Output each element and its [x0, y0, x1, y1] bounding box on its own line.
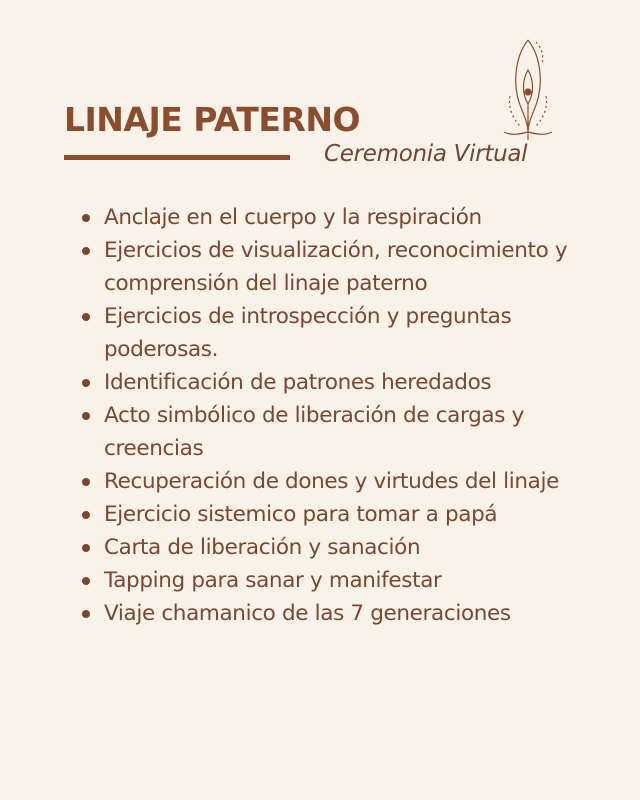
list-item — [82, 564, 602, 597]
feature-list — [82, 201, 602, 630]
title-underline — [64, 155, 290, 160]
list-item-text: Viaje chamanico de las 7 generaciones — [104, 601, 511, 626]
list-item — [82, 597, 602, 630]
list-item — [82, 465, 602, 498]
list-item — [82, 399, 602, 465]
list-item — [82, 498, 602, 531]
bullet-icon — [82, 412, 90, 420]
page-title: LINAJE PATERNO — [64, 100, 361, 139]
bullet-icon — [82, 313, 90, 321]
list-item — [82, 366, 602, 399]
bullet-icon — [82, 511, 90, 519]
bullet-icon — [82, 577, 90, 585]
list-item-text: Carta de liberación y sanación — [104, 535, 421, 560]
bullet-icon — [82, 544, 90, 552]
list-item — [82, 300, 602, 366]
list-item-text: Tapping para sanar y manifestar — [104, 568, 442, 593]
list-item-text: Identificación de patrones heredados — [104, 370, 492, 395]
bullet-icon — [82, 247, 90, 255]
list-item — [82, 531, 602, 564]
bullet-icon — [82, 379, 90, 387]
list-item-text: Recuperación de dones y virtudes del linaje — [104, 469, 559, 494]
list-item — [82, 201, 602, 234]
list-item-text: Ejercicio sistemico para tomar a papá — [104, 502, 498, 527]
list-item-text: Ejercicios de introspección y preguntas poderosas. — [104, 304, 512, 362]
bullet-icon — [82, 478, 90, 486]
page-subtitle: Ceremonia Virtual — [324, 141, 528, 167]
list-item-text: Acto simbólico de liberación de cargas y creencias — [104, 403, 524, 461]
bullet-icon — [82, 214, 90, 222]
bullet-icon — [82, 610, 90, 618]
list-item-text: Anclaje en el cuerpo y la respiración — [104, 205, 482, 230]
list-item — [82, 234, 602, 300]
feather-icon — [498, 36, 554, 144]
list-item-text: Ejercicios de visualización, reconocimiento y comprensión del linaje paterno — [104, 238, 568, 296]
